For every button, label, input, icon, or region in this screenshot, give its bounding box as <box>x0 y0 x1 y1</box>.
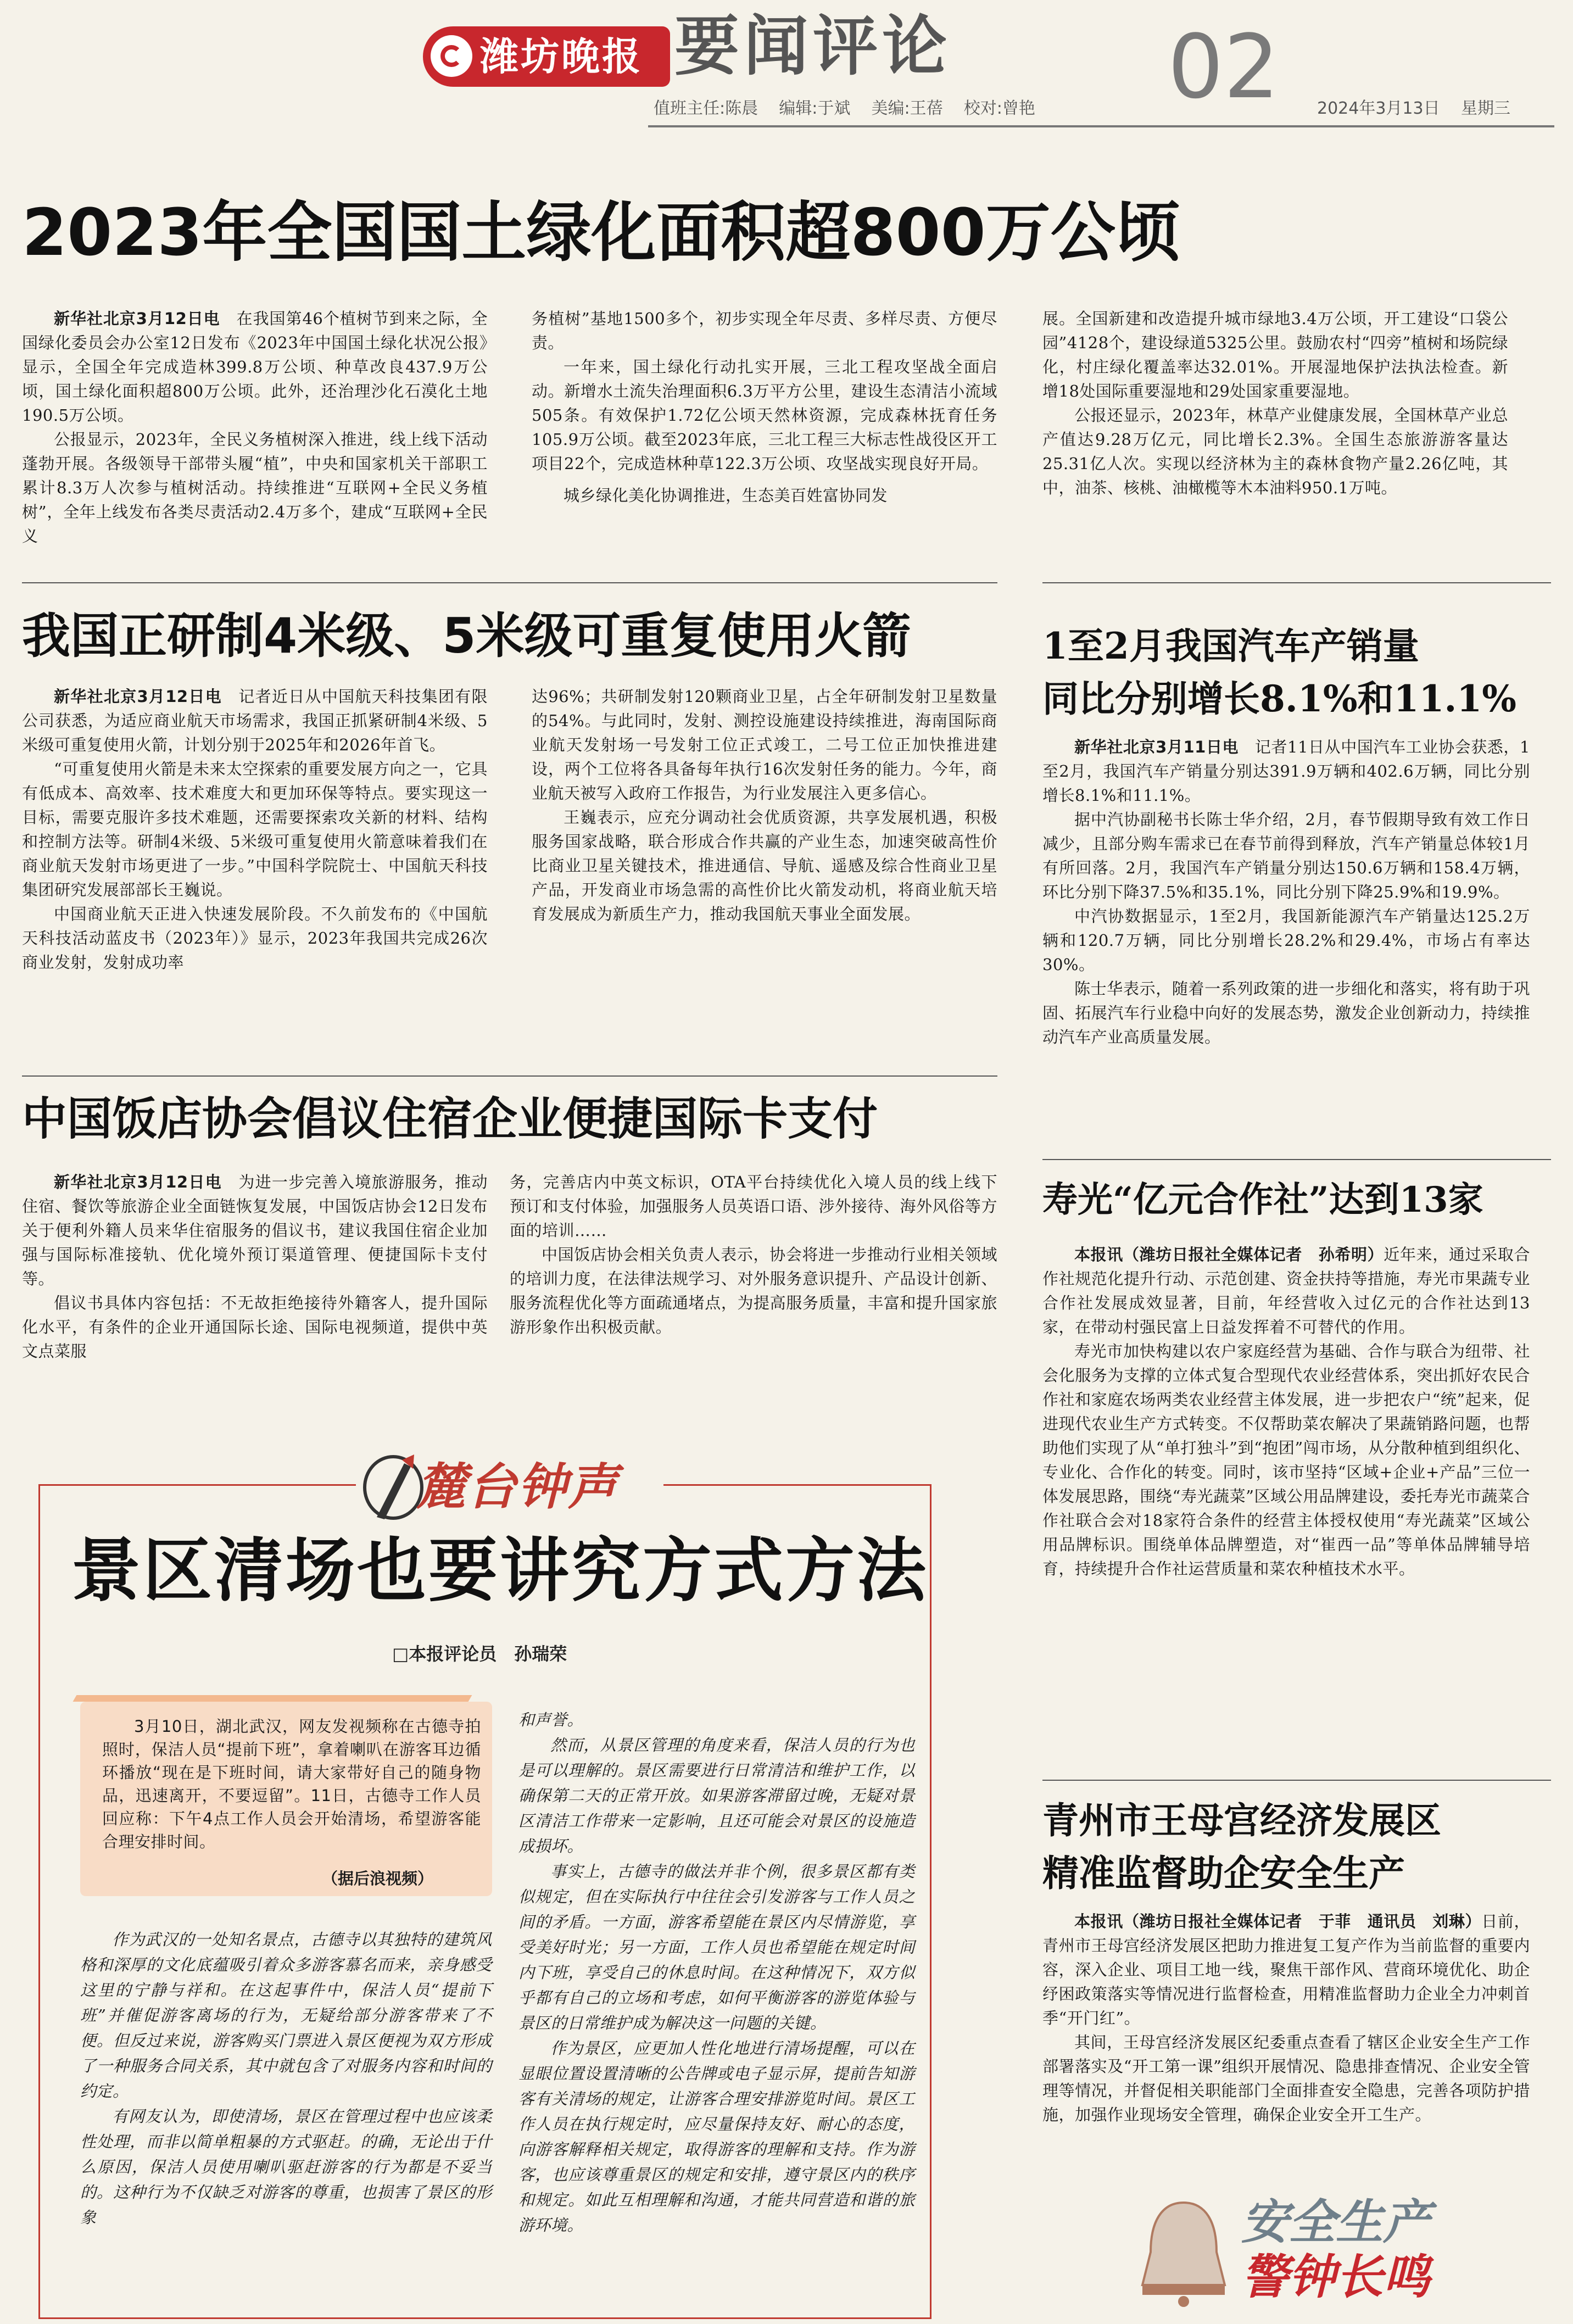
article-headline-shouguang: 寿光“亿元合作社”达到13家 <box>1042 1179 1483 1220</box>
article-paragraph: 作为武汉的一处知名景点，古德寺以其独特的建筑风格和深厚的文化底蕴吸引着众多游客慕名而来，亲身感受这里的宁静与祥和。在这起事件中，保洁人员“提前下班”并催促游客离场的行为，无疑给部分游客带来了不便。但反过来说，游客购买门票进入景区便视为双方形成了一种服务合同关系，其中就包含了对服务内容和时间的约定。 <box>80 1930 492 2100</box>
article-paragraph: 和声誉。 <box>518 1710 584 1729</box>
article-headline-greening: 2023年全国国土绿化面积超800万公顷 <box>22 194 1180 270</box>
section-divider <box>22 1075 997 1077</box>
safety-stamp <box>1131 2192 1527 2312</box>
article-auto-body <box>1042 735 1530 1049</box>
article-paragraph: 王巍表示，应充分调动社会优质资源，共享发展机遇，积极服务国家战略，联合形成合作共赢的产业生态，加速突破高性价比商业卫星关键技术，推进通信、导航、遥感及综合性商业卫星产品，开发商业市场急需的高性价比火箭发动机，将商业航天培育发展成为新质生产力，推动我国航天事业全面发展。 <box>532 808 997 923</box>
article-paragraph: 本报讯（潍坊日报社全媒体记者 孙希明）近年来，通过采取合作社规范化提升行动、示范创建、资金扶持等措施，寿光市果蔬专业合作社发展成效显著，目前，年经营收入过亿元的合作社达到13家，在带动村强民富上日益发挥着不可替代的作用。 <box>1042 1245 1530 1336</box>
column-logo-text: 麓台钟声 <box>416 1458 618 1516</box>
section-divider <box>1042 1159 1551 1160</box>
stamp-line1: 安全生产 <box>1241 2195 1430 2250</box>
article-paragraph: 新华社北京3月11日电 记者11日从中国汽车工业协会获悉，1至2月，我国汽车产销量分别达391.9万辆和402.6万辆，同比分别增长8.1%和11.1%。 <box>1042 738 1530 805</box>
masthead <box>0 0 1573 132</box>
article-paragraph: 事实上，古德寺的做法并非个例，很多景区都有类似规定，但在实际执行中往往会引发游客与工作人员之间的矛盾。一方面，游客希望能在景区内尽情游览，享受美好时光；另一方面，工作人员也希望能在规定时间内下班，享受自己的休息时间。在这种情况下，双方似乎都有自己的立场和考虑，如何平衡游客的游览体验与景区的日常维护成为解决这一问题的关键。 <box>518 1862 915 2032</box>
article-paragraph: 倡议书具体内容包括：不无故拒绝接待外籍客人，提升国际化水平，有条件的企业开通国际长途、国际电视频道，提供中英文点菜服 <box>22 1294 488 1361</box>
byline: 本报讯（潍坊日报社全媒体记者 孙希明） <box>1074 1245 1384 1264</box>
article-headline-hotel: 中国饭店协会倡议住宿企业便捷国际卡支付 <box>22 1093 878 1145</box>
quote-box-ribbon <box>73 1695 472 1702</box>
article-paragraph: 作为景区，应更加人性化地进行清场提醒，可以在显眼位置设置清晰的公告牌或电子显示屏，提前告知游客有关清场的规定，让游客合理安排游览时间。景区工作人员在执行规定时，应尽量保持友好、耐心的态度，向游客解释相关规定，取得游客的理解和支持。作为游客，也应该尊重景区的规定和安排，遵守景区内的秩序和规定。如此互相理解和沟通，才能共同营造和谐的旅游环境。 <box>518 2039 915 2234</box>
issue-weekday: 星期三 <box>1461 99 1510 118</box>
article-paragraph: 陈士华表示，随着一系列政策的进一步细化和落实，将有助于巩固、拓展汽车行业稳中向好的发展态势，激发企业创新动力，持续推动汽车产业高质量发展。 <box>1042 979 1530 1046</box>
article-paragraph: 务，完善店内中英文标识，OTA平台持续优化入境人员的线上线下预订和支付体验，加强服务人员英语口语、涉外接待、海外风俗等方面的培训…… <box>510 1173 997 1240</box>
editorial-headline: 景区清场也要讲究方式方法 <box>71 1530 928 1611</box>
article-paragraph: 新华社北京3月12日电 为进一步完善入境旅游服务，推动住宿、餐饮等旅游企业全面链恢复发展，中国饭店协会12日发布关于便利外籍人员来华住宿服务的倡议书，建议我国住宿企业加强与国际标准接轨、优化境外预订渠道管理、便捷国际卡支付等。 <box>22 1173 488 1288</box>
section-title: 要闻评论 <box>674 8 952 84</box>
headline-line: 1至2月我国汽车产销量 <box>1042 625 1419 667</box>
article-greening-col2 <box>532 306 997 508</box>
headline-line: 青州市王母宫经济发展区 <box>1042 1799 1441 1842</box>
article-hotel-col1 <box>22 1170 488 1363</box>
section-divider <box>22 582 997 583</box>
editorial-col2 <box>518 1707 915 2238</box>
news-quote-box <box>80 1702 492 1896</box>
column-logo <box>356 1448 663 1525</box>
article-headline-auto <box>1042 620 1551 725</box>
article-headline-qingzhou <box>1042 1794 1551 1899</box>
article-paragraph: 务植树”基地1500多个，初步实现全年尽责、多样尽责、方便尽责。 <box>532 309 997 352</box>
article-paragraph: 寿光市加快构建以农户家庭经营为基础、合作与联合为纽带、社会化服务为支撑的立体式复合型现代农业经营体系，突出抓好农民合作社和家庭农场两类农业经营主体发展，进一步把农户“统”起来，促进现代农业生产方式转变。不仅帮助菜农解决了果蔬销路问题，也帮助他们实现了从“单打独斗”到“抱团”闯市场，从分散种植到组织化、专业化、合作化的转变。同时，该市坚持“区域+企业+产品”三位一体发展思路，围绕“寿光蔬菜”区域公用品牌建设，委托寿光市蔬菜合作社联合会对18家符合条件的经营主体授权使用“寿光蔬菜”区域公用品牌标识。围绕单体品牌塑造，对“崔西一品”等单体品牌辅导培育，持续提升合作社运营质量和菜农种植技术水平。 <box>1042 1342 1530 1578</box>
editorial-byline: □本报评论员 孙瑞荣 <box>392 1643 567 1664</box>
editor-credits: 值班主任:陈晨 编辑:于斌 美编:王蓓 校对:曾艳 <box>654 99 1035 118</box>
article-hotel-col2 <box>510 1170 997 1339</box>
article-paragraph: 一年来，国土绿化行动扎实开展，三北工程攻坚战全面启动。新增水土流失治理面积6.3万平方公里，建设生态清洁小流域505条。有效保护1.72亿公顷天然林资源，完成森林抚育任务105.9万公顷。截至2023年底，三北工程三大标志性战役区开工项目22个，完成造林种草122.3万公顷、攻坚战实现良好开局。 <box>532 358 997 473</box>
article-paragraph: 中国饭店协会相关负责人表示，协会将进一步推动行业相关领域的培训力度，在法律法规学习、对外服务意识提升、产品设计创新、服务流程优化等方面疏通堵点，为提高服务质量，丰富和提升国家旅游形象作出积极贡献。 <box>510 1245 997 1336</box>
article-paragraph: 公报显示，2023年，全民义务植树深入推进，线上线下活动蓬勃开展。各级领导干部带头履“植”，中央和国家机关干部职工累计8.3万人次参与植树活动。持续推进“互联网+全民义务植树”，全年上线发布各类尽责活动2.4万多个，建成“互联网+全民义 <box>22 430 488 545</box>
headline-line: 同比分别增长8.1%和11.1% <box>1042 677 1516 720</box>
editorial-col1 <box>80 1927 492 2230</box>
article-paragraph: 城乡绿化美化协调推进，生态美百姓富协同发 <box>564 486 888 505</box>
article-shouguang-body <box>1042 1242 1530 1581</box>
article-paragraph: 中国商业航天正进入快速发展阶段。不久前发布的《中国航天科技活动蓝皮书（2023年）》显示，2023年我国共完成26次商业发射，发射成功率 <box>22 905 488 972</box>
article-paragraph: 本报讯（潍坊日报社全媒体记者 于菲 通讯员 刘琳）日前，青州市王母宫经济发展区把助力推进复工复产作为当前监督的重要内容，深入企业、项目工地一线，聚焦干部作风、营商环境优化、助企纾困政策落实等情况进行监督检查，用精准监督助力企业全力冲刺首季“开门红”。 <box>1042 1912 1530 2027</box>
article-paragraph: 展。全国新建和改造提升城市绿地3.4万公顷，开工建设“口袋公园”4128个，建设绿道5325公里。鼓励农村“四旁”植树和场院绿化，村庄绿化覆盖率达32.01%。开展湿地保护法执法检查。新增18处国际重要湿地和29处国家重要湿地。 <box>1042 309 1508 400</box>
quote-box-text: 3月10日，湖北武汉，网友发视频称在古德寺拍照时，保洁人员“提前下班”，拿着喇叭在游客耳边循环播放“现在是下班时间，请大家带好自己的随身物品，迅速离开，不要逗留”。11日，古德寺工作人员回应称：下午4点工作人员会开始清场，希望游客能合理安排时间。 <box>102 1717 481 1851</box>
article-paragraph: 新华社北京3月12日电 记者近日从中国航天科技集团有限公司获悉，为适应商业航天市场需求，我国正抓紧研制4米级、5米级可重复使用火箭，计划分别于2025年和2026年首飞。 <box>22 687 488 754</box>
dateline: 新华社北京3月12日电 <box>54 687 222 706</box>
dateline: 新华社北京3月11日电 <box>1074 738 1239 756</box>
article-paragraph: 据中汽协副秘书长陈士华介绍，2月，春节假期导致有效工作日减少，且部分购车需求已在春节前得到释放，汽车产销量总体较1月有所回落。2月，我国汽车产销量分别达150.6万辆和158.4万辆，环比分别下降37.5%和35.1%，同比分别下降25.9%和19.9%。 <box>1042 810 1530 901</box>
quote-box-source: （据后浪视频） <box>322 1869 434 1888</box>
section-divider <box>1042 582 1551 583</box>
section-divider <box>1042 1780 1551 1781</box>
article-paragraph: 然而，从景区管理的角度来看，保洁人员的行为也是可以理解的。景区需要进行日常清洁和维护工作，以确保第二天的正常开放。如果游客滞留过晚，无疑对景区清洁工作带来一定影响，且还可能会对景区的设施造成损坏。 <box>518 1736 915 1855</box>
article-paragraph: 公报还显示，2023年，林草产业健康发展，全国林草产业总产值达9.28万亿元，同比增长2.3%。全国生态旅游游客量达25.31亿人次。实现以经济林为主的森林食物产量2.26亿吨，其中，油茶、核桃、油橄榄等木本油料950.1万吨。 <box>1042 406 1508 497</box>
headline-line: 精准监督助企安全生产 <box>1042 1852 1405 1894</box>
bell-icon <box>1131 2197 1236 2307</box>
article-qingzhou-body <box>1042 1909 1530 2127</box>
paper-name: 潍坊晚报 <box>480 34 643 79</box>
article-paragraph: 达96%；共研制发射120颗商业卫星，占全年研制发射卫星数量的54%。与此同时，发射、测控设施建设持续推进，海南国际商业航天发射场一号发射工位正式竣工，二号工位正加快推进建设，两个工位将各具备每年执行16次发射任务的能力。今年，商业航天被写入政府工作报告，为行业发展注入更多信心。 <box>532 687 997 802</box>
paper-logo-icon <box>431 35 472 77</box>
masthead-divider <box>648 125 1554 127</box>
paper-logo <box>423 26 670 87</box>
dateline: 新华社北京3月12日电 <box>54 309 220 328</box>
article-headline-rocket: 我国正研制4米级、5米级可重复使用火箭 <box>22 608 911 664</box>
article-paragraph: 中汽协数据显示，1至2月，我国新能源汽车产销量达125.2万辆和120.7万辆，同比分别增长28.2%和29.4%，市场占有率达30%。 <box>1042 907 1530 974</box>
article-paragraph: 其间，王母宫经济发展区纪委重点查看了辖区企业安全生产工作部署落实及“开工第一课”组织开展情况、隐患排查情况、企业安全管理等情况，并督促相关职能部门全面排查安全隐患，完善各项防护措施，加强作业现场安全管理，确保企业安全开工生产。 <box>1042 2033 1530 2124</box>
issue-date: 2024年3月13日 <box>1317 99 1440 118</box>
dateline: 新华社北京3月12日电 <box>54 1173 222 1191</box>
article-rocket-col1 <box>22 684 488 974</box>
page-number: 02 <box>1168 15 1280 118</box>
article-greening-col3 <box>1042 306 1508 500</box>
article-paragraph: 有网友认为，即使清场，景区在管理过程中也应该柔性处理，而非以简单粗暴的方式驱赶。的确，无论出于什么原因，保洁人员使用喇叭驱赶游客的行为都是不妥当的。这种行为不仅缺乏对游客的尊重，也损害了景区的形象 <box>80 2107 492 2227</box>
article-paragraph: 新华社北京3月12日电 在我国第46个植树节到来之际，全国绿化委员会办公室12日发布《2023年中国国土绿化状况公报》显示，全国全年完成造林399.8万公顷、种草改良437.9万公顷，国土绿化面积超800万公顷。此外，还治理沙化石漠化土地190.5万公顷。 <box>22 309 488 425</box>
byline: 本报讯（潍坊日报社全媒体记者 于菲 通讯员 刘琳） <box>1074 1912 1482 1931</box>
article-greening-col1 <box>22 306 488 548</box>
article-paragraph: “可重复使用火箭是未来太空探索的重要发展方向之一，它具有低成本、高效率、技术难度大和更加环保等特点。要实现这一目标，需要克服许多技术难题，还需要探索攻关新的材料、结构和控制方法等。研制4米级、5米级可重复使用火箭意味着我们在商业航天发射市场更进了一步。”中国科学院院士、中国航天科技集团研究发展部部长王巍说。 <box>22 760 488 899</box>
article-rocket-col2 <box>532 684 997 926</box>
stamp-line2: 警钟长鸣 <box>1241 2250 1430 2305</box>
